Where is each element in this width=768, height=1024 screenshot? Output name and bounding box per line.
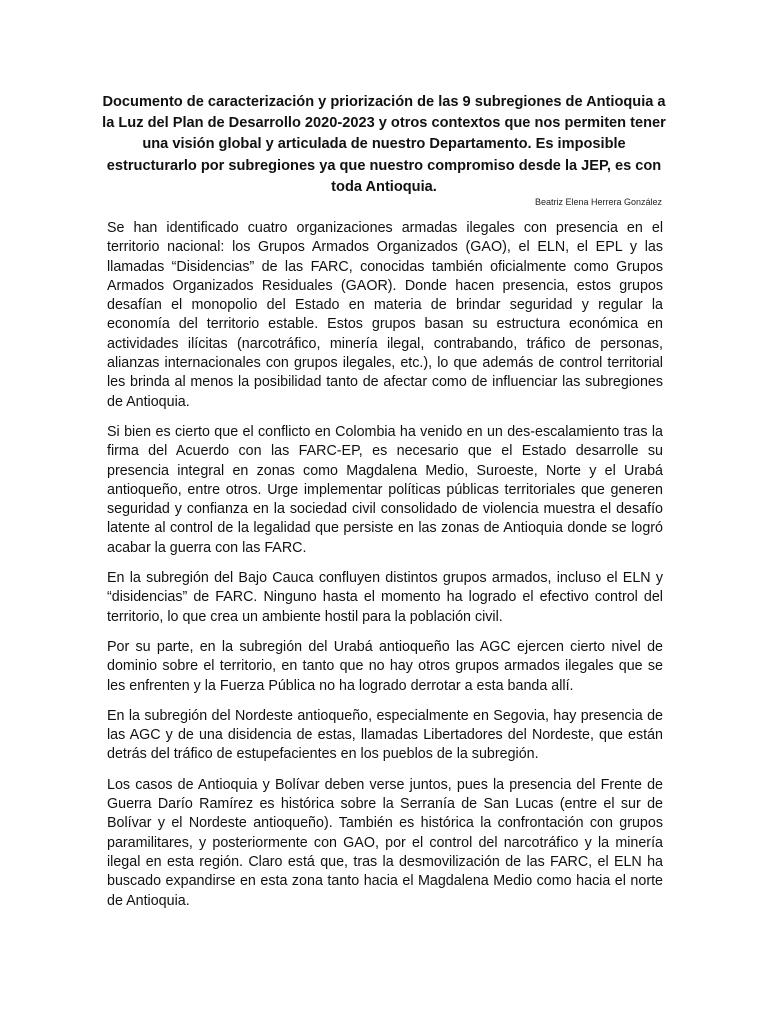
paragraph-armed-groups: Se han identificado cuatro organizaciones armadas ilegales con presencia en el territorio nacional: los Grupos Armados Organizados (GAO), el ELN, el EPL y las llamadas “Disidencias” de las FARC, conocidas también oficialmente como Grupos Armados Organizados Residuales (GAOR). Donde hacen presencia, estos grupos desafían el monopolio del Estado en materia de brindar seguridad y regular la economía del territorio estable. Estos grupos basan su estructura económica en actividades ilícitas (narcotráfico, minería ilegal, contrabando, tráfico de personas, alianzas internacionales con grupos ilegales, etc.), lo que además de control territorial les brinda al menos la posibilidad tanto de afectar como de influenciar las subregiones de Antioquia.	[107, 220, 663, 410]
paragraph-uraba: Por su parte, en la subregión del Urabá antioqueño las AGC ejercen cierto nivel de dominio sobre el territorio, en tanto que no hay otros grupos armados ilegales que se les enfrenten y la Fuerza Pública no ha logrado derrotar a esta banda allí.	[107, 638, 663, 694]
paragraph-deescalation: Si bien es cierto que el conflicto en Colombia ha venido en un des-escalamiento tras la firma del Acuerdo con las FARC-EP, es necesario que el Estado desarrolle su presencia integral en zonas como Magdalena Medio, Suroeste, Norte y el Urabá antioqueño, entre otros. Urge implementar políticas públicas territoriales que generen seguridad y confianza en la sociedad civil consolidado de violencia muestra el desafío latente al control de la legalidad que persiste en las zonas de Antioquia donde se logró acabar la guerra con las FARC.	[107, 423, 663, 556]
author-name: Beatriz Elena Herrera González	[534, 197, 662, 207]
paragraph-antioquia-bolivar: Los casos de Antioquia y Bolívar deben verse juntos, pues la presencia del Frente de Guerra Darío Ramírez es histórica sobre la Serranía de San Lucas (entre el sur de Bolívar y el Nordeste antioqueño). También es histórica la confrontación con grupos paramilitares, y posteriormente con GAO, por el control del narcotráfico y la minería ilegal en esta región. Claro está que, tras la desmovilización de las FARC, el ELN ha buscado expandirse en esta zona tanto hacia el Magdalena Medio como hacia el norte de Antioquia.	[107, 776, 663, 909]
document-title: Documento de caracterización y priorización de las 9 subregiones de Antioquia a la Luz del Plan de Desarrollo 2020-2023 y otros contextos que nos permiten tener una visión global y articulada de nuestro Departamento. Es imposible estructurarlo por subregiones ya que nuestro compromiso desde la JEP, es con toda Antioquia.	[102, 94, 666, 195]
document-body	[107, 219, 663, 922]
paragraph-bajo-cauca: En la subregión del Bajo Cauca confluyen distintos grupos armados, incluso el ELN y “disidencias” de FARC. Ninguno hasta el momento ha logrado el efectivo control del territorio, lo que crea un ambiente hostil para la población civil.	[107, 570, 663, 625]
paragraph-nordeste: En la subregión del Nordeste antioqueño, especialmente en Segovia, hay presencia de las AGC y de una disidencia de estas, llamadas Libertadores del Nordeste, que están detrás del tráfico de estupefacientes en los pueblos de la subregión.	[107, 707, 663, 763]
